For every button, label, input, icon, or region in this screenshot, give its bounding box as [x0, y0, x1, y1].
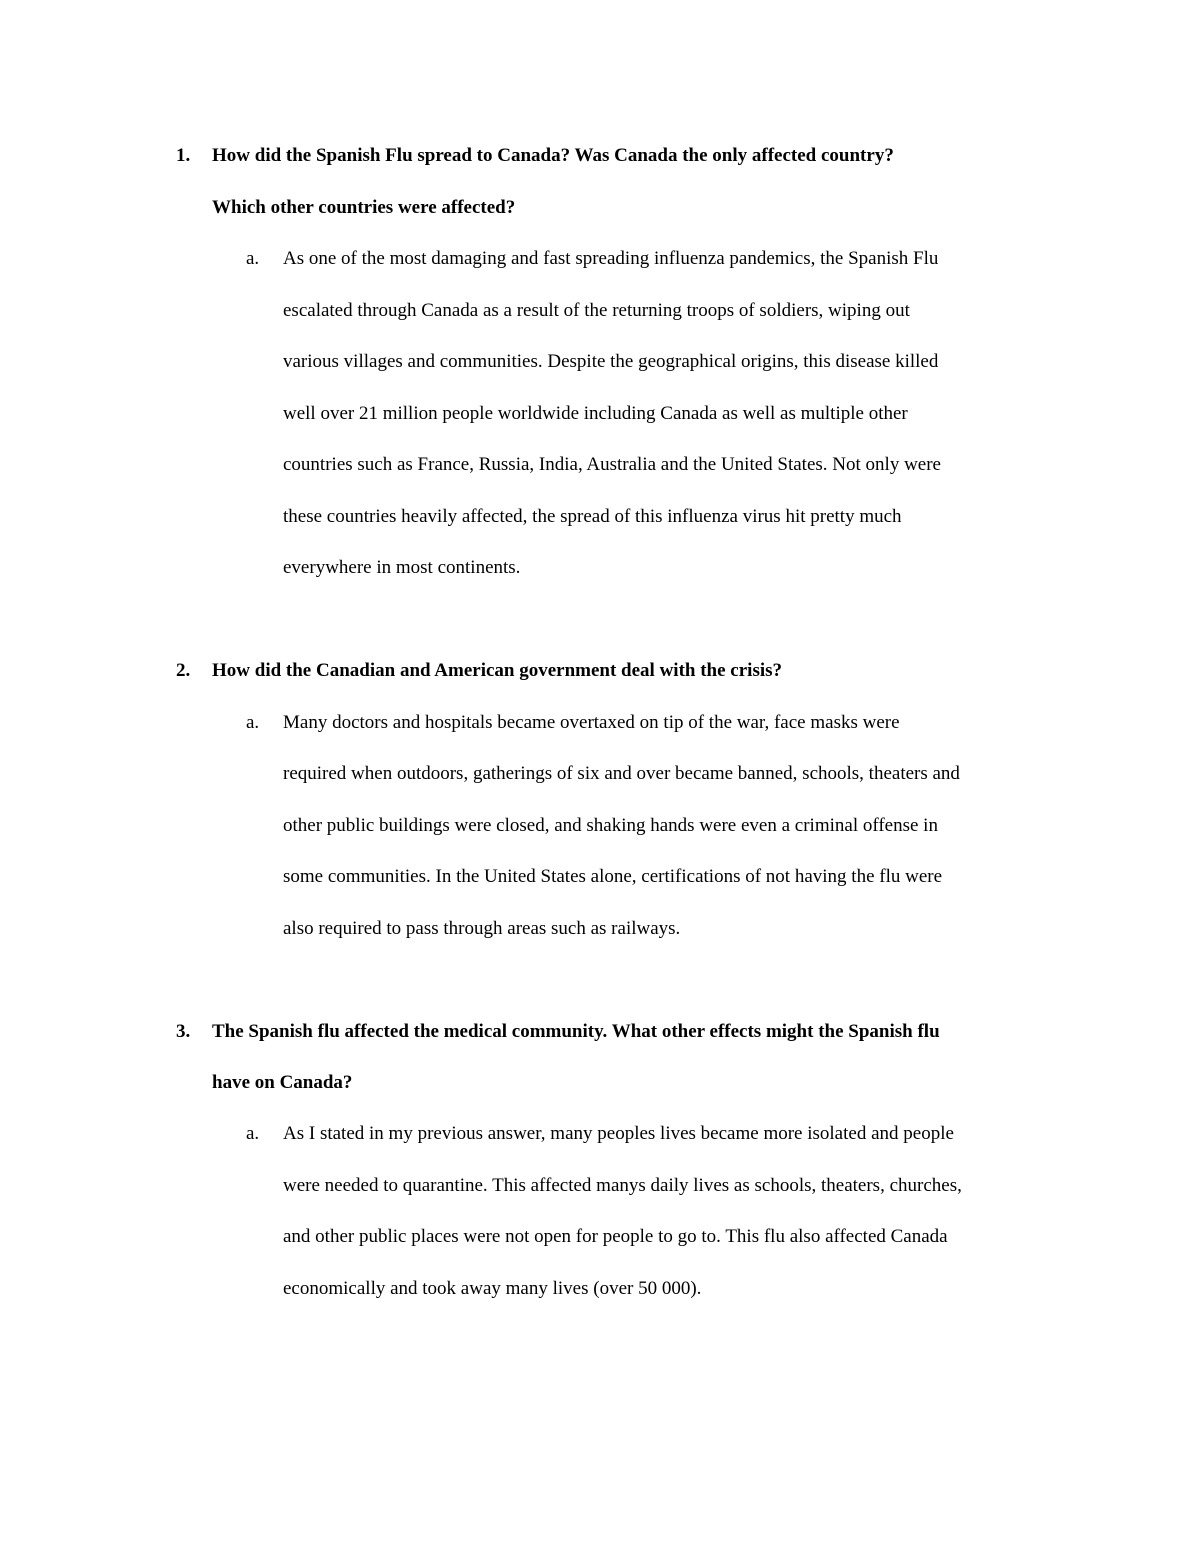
answer-text-line: were needed to quarantine. This affected manys daily lives as schools, theaters, churches, [283, 1175, 962, 1196]
question-text-line: Which other countries were affected? [212, 197, 516, 218]
answer-text-line: well over 21 million people worldwide including Canada as well as multiple other [283, 403, 908, 424]
answer-marker: a. [246, 1123, 260, 1144]
question-number: 3. [176, 1021, 191, 1042]
answer-text-line: As I stated in my previous answer, many peoples lives became more isolated and people [283, 1123, 954, 1144]
answer-text-line: also required to pass through areas such as railways. [283, 918, 681, 939]
answer-text-line: some communities. In the United States alone, certifications of not having the flu were [283, 866, 943, 887]
question-text-line: How did the Spanish Flu spread to Canada? Was Canada the only affected country? [212, 145, 894, 166]
answer-text-line: economically and took away many lives (over 50 000). [283, 1278, 702, 1299]
answer-marker: a. [246, 248, 260, 269]
question-text-line: The Spanish flu affected the medical community. What other effects might the Spanish flu [212, 1021, 940, 1042]
question-text-line: have on Canada? [212, 1072, 353, 1093]
answer-text-line: and other public places were not open for people to go to. This flu also affected Canada [283, 1226, 948, 1247]
question-text-line: How did the Canadian and American government deal with the crisis? [212, 660, 783, 681]
answer-text-line: countries such as France, Russia, India, Australia and the United States. Not only were [283, 454, 941, 475]
answer-text-line: other public buildings were closed, and shaking hands were even a criminal offense in [283, 815, 938, 836]
answer-text-line: these countries heavily affected, the spread of this influenza virus hit pretty much [283, 506, 902, 527]
answer-text-line: escalated through Canada as a result of the returning troops of soldiers, wiping out [283, 300, 910, 321]
answer-marker: a. [246, 712, 260, 733]
question-number: 1. [176, 145, 191, 166]
answer-text-line: various villages and communities. Despite the geographical origins, this disease killed [283, 351, 939, 372]
answer-text-line: everywhere in most continents. [283, 557, 521, 578]
answer-text-line: As one of the most damaging and fast spreading influenza pandemics, the Spanish Flu [283, 248, 939, 269]
answer-text-line: required when outdoors, gatherings of six and over became banned, schools, theaters and [283, 763, 960, 784]
answer-text-line: Many doctors and hospitals became overtaxed on tip of the war, face masks were [283, 712, 900, 733]
question-number: 2. [176, 660, 191, 681]
